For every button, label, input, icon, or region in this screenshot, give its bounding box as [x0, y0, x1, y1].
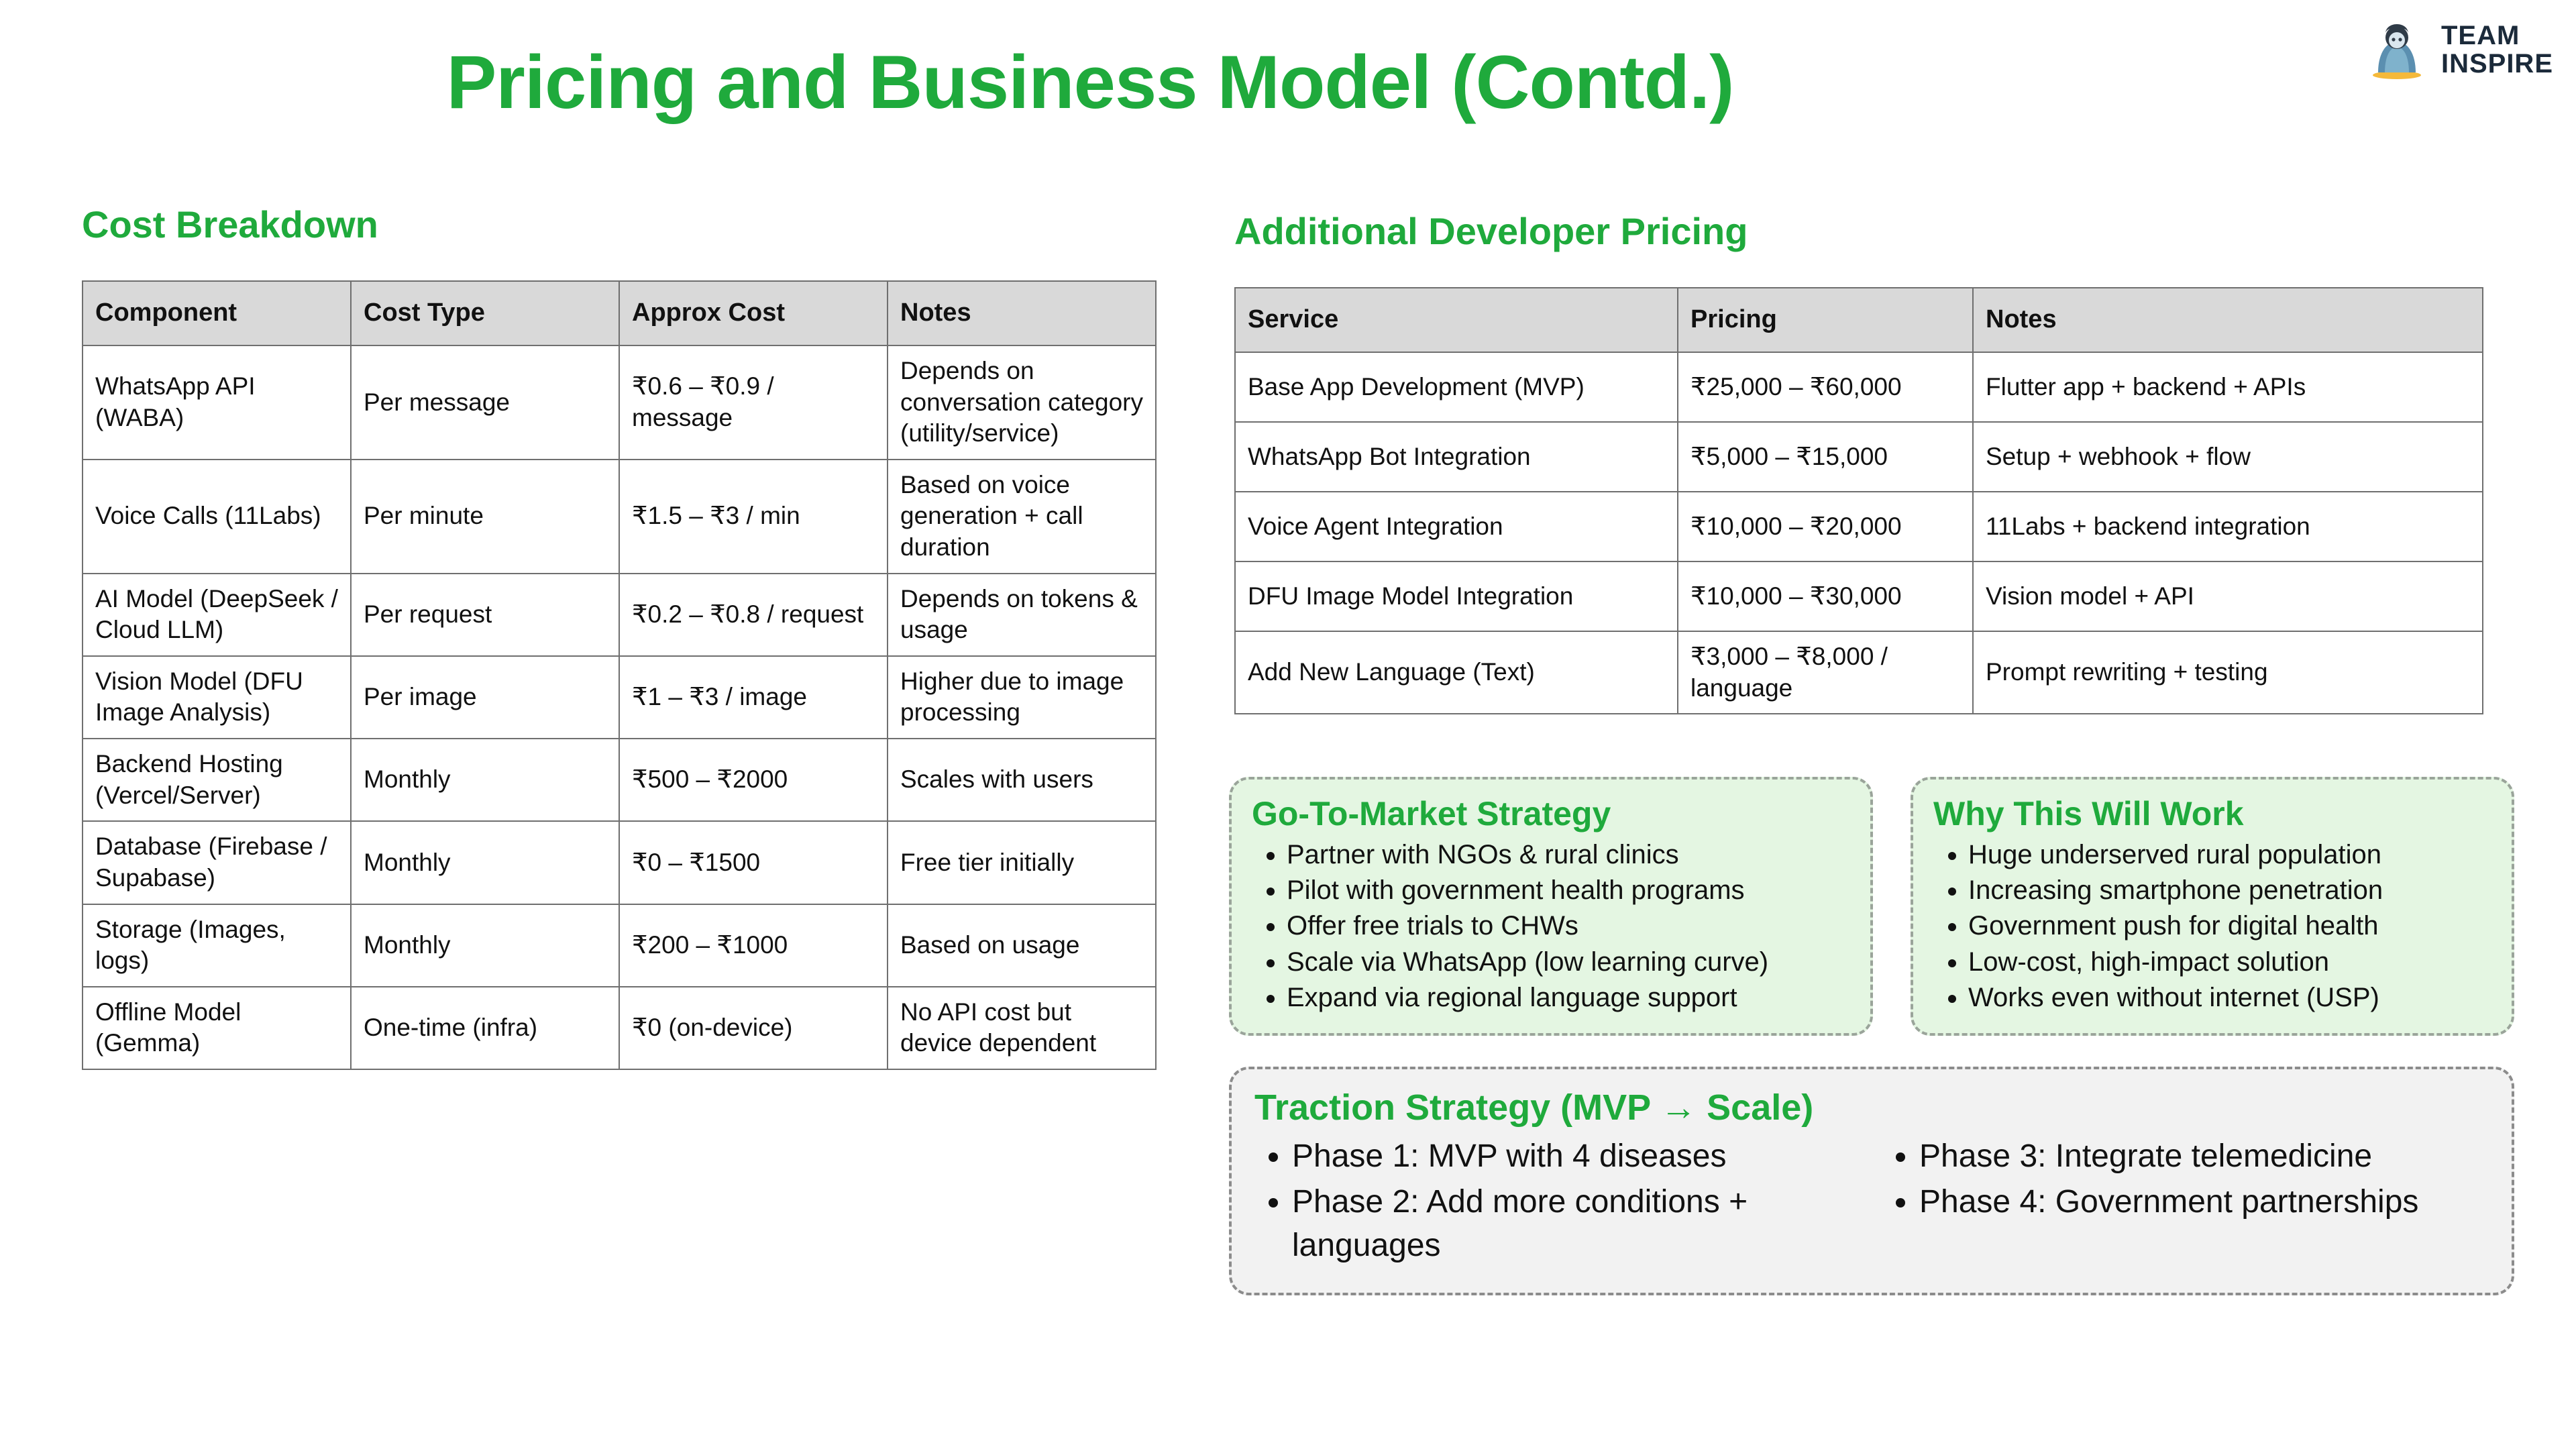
cell: Add New Language (Text): [1235, 631, 1678, 714]
cell: Depends on conversation category (utility/service): [888, 345, 1156, 460]
cell: One-time (infra): [351, 987, 619, 1069]
cell: Depends on tokens & usage: [888, 574, 1156, 656]
why-this-will-work-card: [1911, 777, 2514, 1036]
cell: ₹10,000 – ₹20,000: [1678, 492, 1973, 561]
column-header: Notes: [1973, 288, 2483, 352]
cell: Flutter app + backend + APIs: [1973, 352, 2483, 422]
go-to-market-list: [1252, 837, 1850, 1016]
table-row: [83, 345, 1156, 460]
cell: Offline Model (Gemma): [83, 987, 351, 1069]
go-to-market-card: [1229, 777, 1873, 1036]
cell: ₹200 – ₹1000: [619, 904, 888, 987]
cell: Monthly: [351, 821, 619, 904]
table-row: [1235, 492, 2483, 561]
table-row: [83, 987, 1156, 1069]
cell: Scales with users: [888, 739, 1156, 821]
traction-strategy-card: [1229, 1067, 2514, 1295]
cell: ₹1 – ₹3 / image: [619, 656, 888, 739]
cell: Higher due to image processing: [888, 656, 1156, 739]
table-row: [1235, 631, 2483, 714]
column-header: Notes: [888, 281, 1156, 345]
cell: ₹1.5 – ₹3 / min: [619, 460, 888, 574]
traction-columns: [1254, 1135, 2489, 1270]
brand-name: [2441, 21, 2553, 78]
cell: ₹0 – ₹1500: [619, 821, 888, 904]
cell: Based on usage: [888, 904, 1156, 987]
cell: Per minute: [351, 460, 619, 574]
column-header: Component: [83, 281, 351, 345]
table-header-row: [1235, 288, 2483, 352]
cell: ₹10,000 – ₹30,000: [1678, 561, 1973, 631]
cell: AI Model (DeepSeek / Cloud LLM): [83, 574, 351, 656]
list-item: • Low-cost, high-impact solution: [1968, 945, 2491, 980]
developer-pricing-heading: Additional Developer Pricing: [1234, 210, 1748, 252]
cell: ₹5,000 – ₹15,000: [1678, 422, 1973, 492]
cell: ₹0.2 – ₹0.8 / request: [619, 574, 888, 656]
cell: Based on voice generation + call duration: [888, 460, 1156, 574]
cell: ₹0.6 – ₹0.9 / message: [619, 345, 888, 460]
table-row: [83, 460, 1156, 574]
go-to-market-heading: Go-To-Market Strategy: [1252, 795, 1611, 833]
cell: Prompt rewriting + testing: [1973, 631, 2483, 714]
list-item: • Phase 1: MVP with 4 diseases: [1292, 1135, 1862, 1178]
page-title: Pricing and Business Model (Contd.): [446, 40, 1734, 124]
cell: 11Labs + backend integration: [1973, 492, 2483, 561]
column-header: Pricing: [1678, 288, 1973, 352]
brand-logo: [2365, 17, 2553, 82]
list-item: • Offer free trials to CHWs: [1287, 908, 1850, 944]
cell: Database (Firebase / Supabase): [83, 821, 351, 904]
column-header: Approx Cost: [619, 281, 888, 345]
cell: Voice Calls (11Labs): [83, 460, 351, 574]
cell: Free tier initially: [888, 821, 1156, 904]
cell: ₹0 (on-device): [619, 987, 888, 1069]
cell: Monthly: [351, 904, 619, 987]
cell: WhatsApp API (WABA): [83, 345, 351, 460]
list-item: • Phase 2: Add more conditions + languages: [1292, 1181, 1862, 1267]
table-row: [1235, 352, 2483, 422]
table-header-row: [83, 281, 1156, 345]
cost-breakdown-heading: Cost Breakdown: [82, 203, 378, 246]
table-row: [83, 904, 1156, 987]
cell: No API cost but device dependent: [888, 987, 1156, 1069]
developer-pricing-table: [1234, 287, 2483, 714]
table-row: [83, 739, 1156, 821]
cell: Per request: [351, 574, 619, 656]
traction-strategy-heading: Traction Strategy (MVP → Scale): [1254, 1087, 1814, 1128]
why-this-will-work-heading: Why This Will Work: [1933, 795, 2244, 833]
column-header: Service: [1235, 288, 1678, 352]
brand-name-line1: TEAM: [2440, 20, 2520, 50]
list-item: • Expand via regional language support: [1287, 980, 1850, 1016]
cell: ₹3,000 – ₹8,000 / language: [1678, 631, 1973, 714]
table-row: [83, 821, 1156, 904]
brand-name-line2: INSPIRE: [2440, 49, 2553, 78]
list-item: • Phase 4: Government partnerships: [1919, 1181, 2489, 1224]
table-row: [1235, 561, 2483, 631]
list-item: • Pilot with government health programs: [1287, 873, 1850, 908]
traction-list-left: [1254, 1135, 1862, 1270]
cell: Vision model + API: [1973, 561, 2483, 631]
traction-list-right: [1882, 1135, 2489, 1270]
cell: Vision Model (DFU Image Analysis): [83, 656, 351, 739]
list-item: • Partner with NGOs & rural clinics: [1287, 837, 1850, 873]
cell: Voice Agent Integration: [1235, 492, 1678, 561]
cell: ₹500 – ₹2000: [619, 739, 888, 821]
cell: DFU Image Model Integration: [1235, 561, 1678, 631]
list-item: • Huge underserved rural population: [1968, 837, 2491, 873]
why-this-will-work-list: [1933, 837, 2491, 1016]
cell: ₹25,000 – ₹60,000: [1678, 352, 1973, 422]
list-item: • Government push for digital health: [1968, 908, 2491, 944]
cost-breakdown-table: [82, 280, 1157, 1070]
cell: Per message: [351, 345, 619, 460]
list-item: • Increasing smartphone penetration: [1968, 873, 2491, 908]
cell: Monthly: [351, 739, 619, 821]
cell: Base App Development (MVP): [1235, 352, 1678, 422]
list-item: • Scale via WhatsApp (low learning curve): [1287, 945, 1850, 980]
cell: Backend Hosting (Vercel/Server): [83, 739, 351, 821]
cell: Per image: [351, 656, 619, 739]
cell: Storage (Images, logs): [83, 904, 351, 987]
cell: Setup + webhook + flow: [1973, 422, 2483, 492]
cell: WhatsApp Bot Integration: [1235, 422, 1678, 492]
hooded-person-logo-icon: [2365, 17, 2429, 82]
table-row: [83, 656, 1156, 739]
list-item: • Works even without internet (USP): [1968, 980, 2491, 1016]
column-header: Cost Type: [351, 281, 619, 345]
table-row: [83, 574, 1156, 656]
table-row: [1235, 422, 2483, 492]
list-item: • Phase 3: Integrate telemedicine: [1919, 1135, 2489, 1178]
